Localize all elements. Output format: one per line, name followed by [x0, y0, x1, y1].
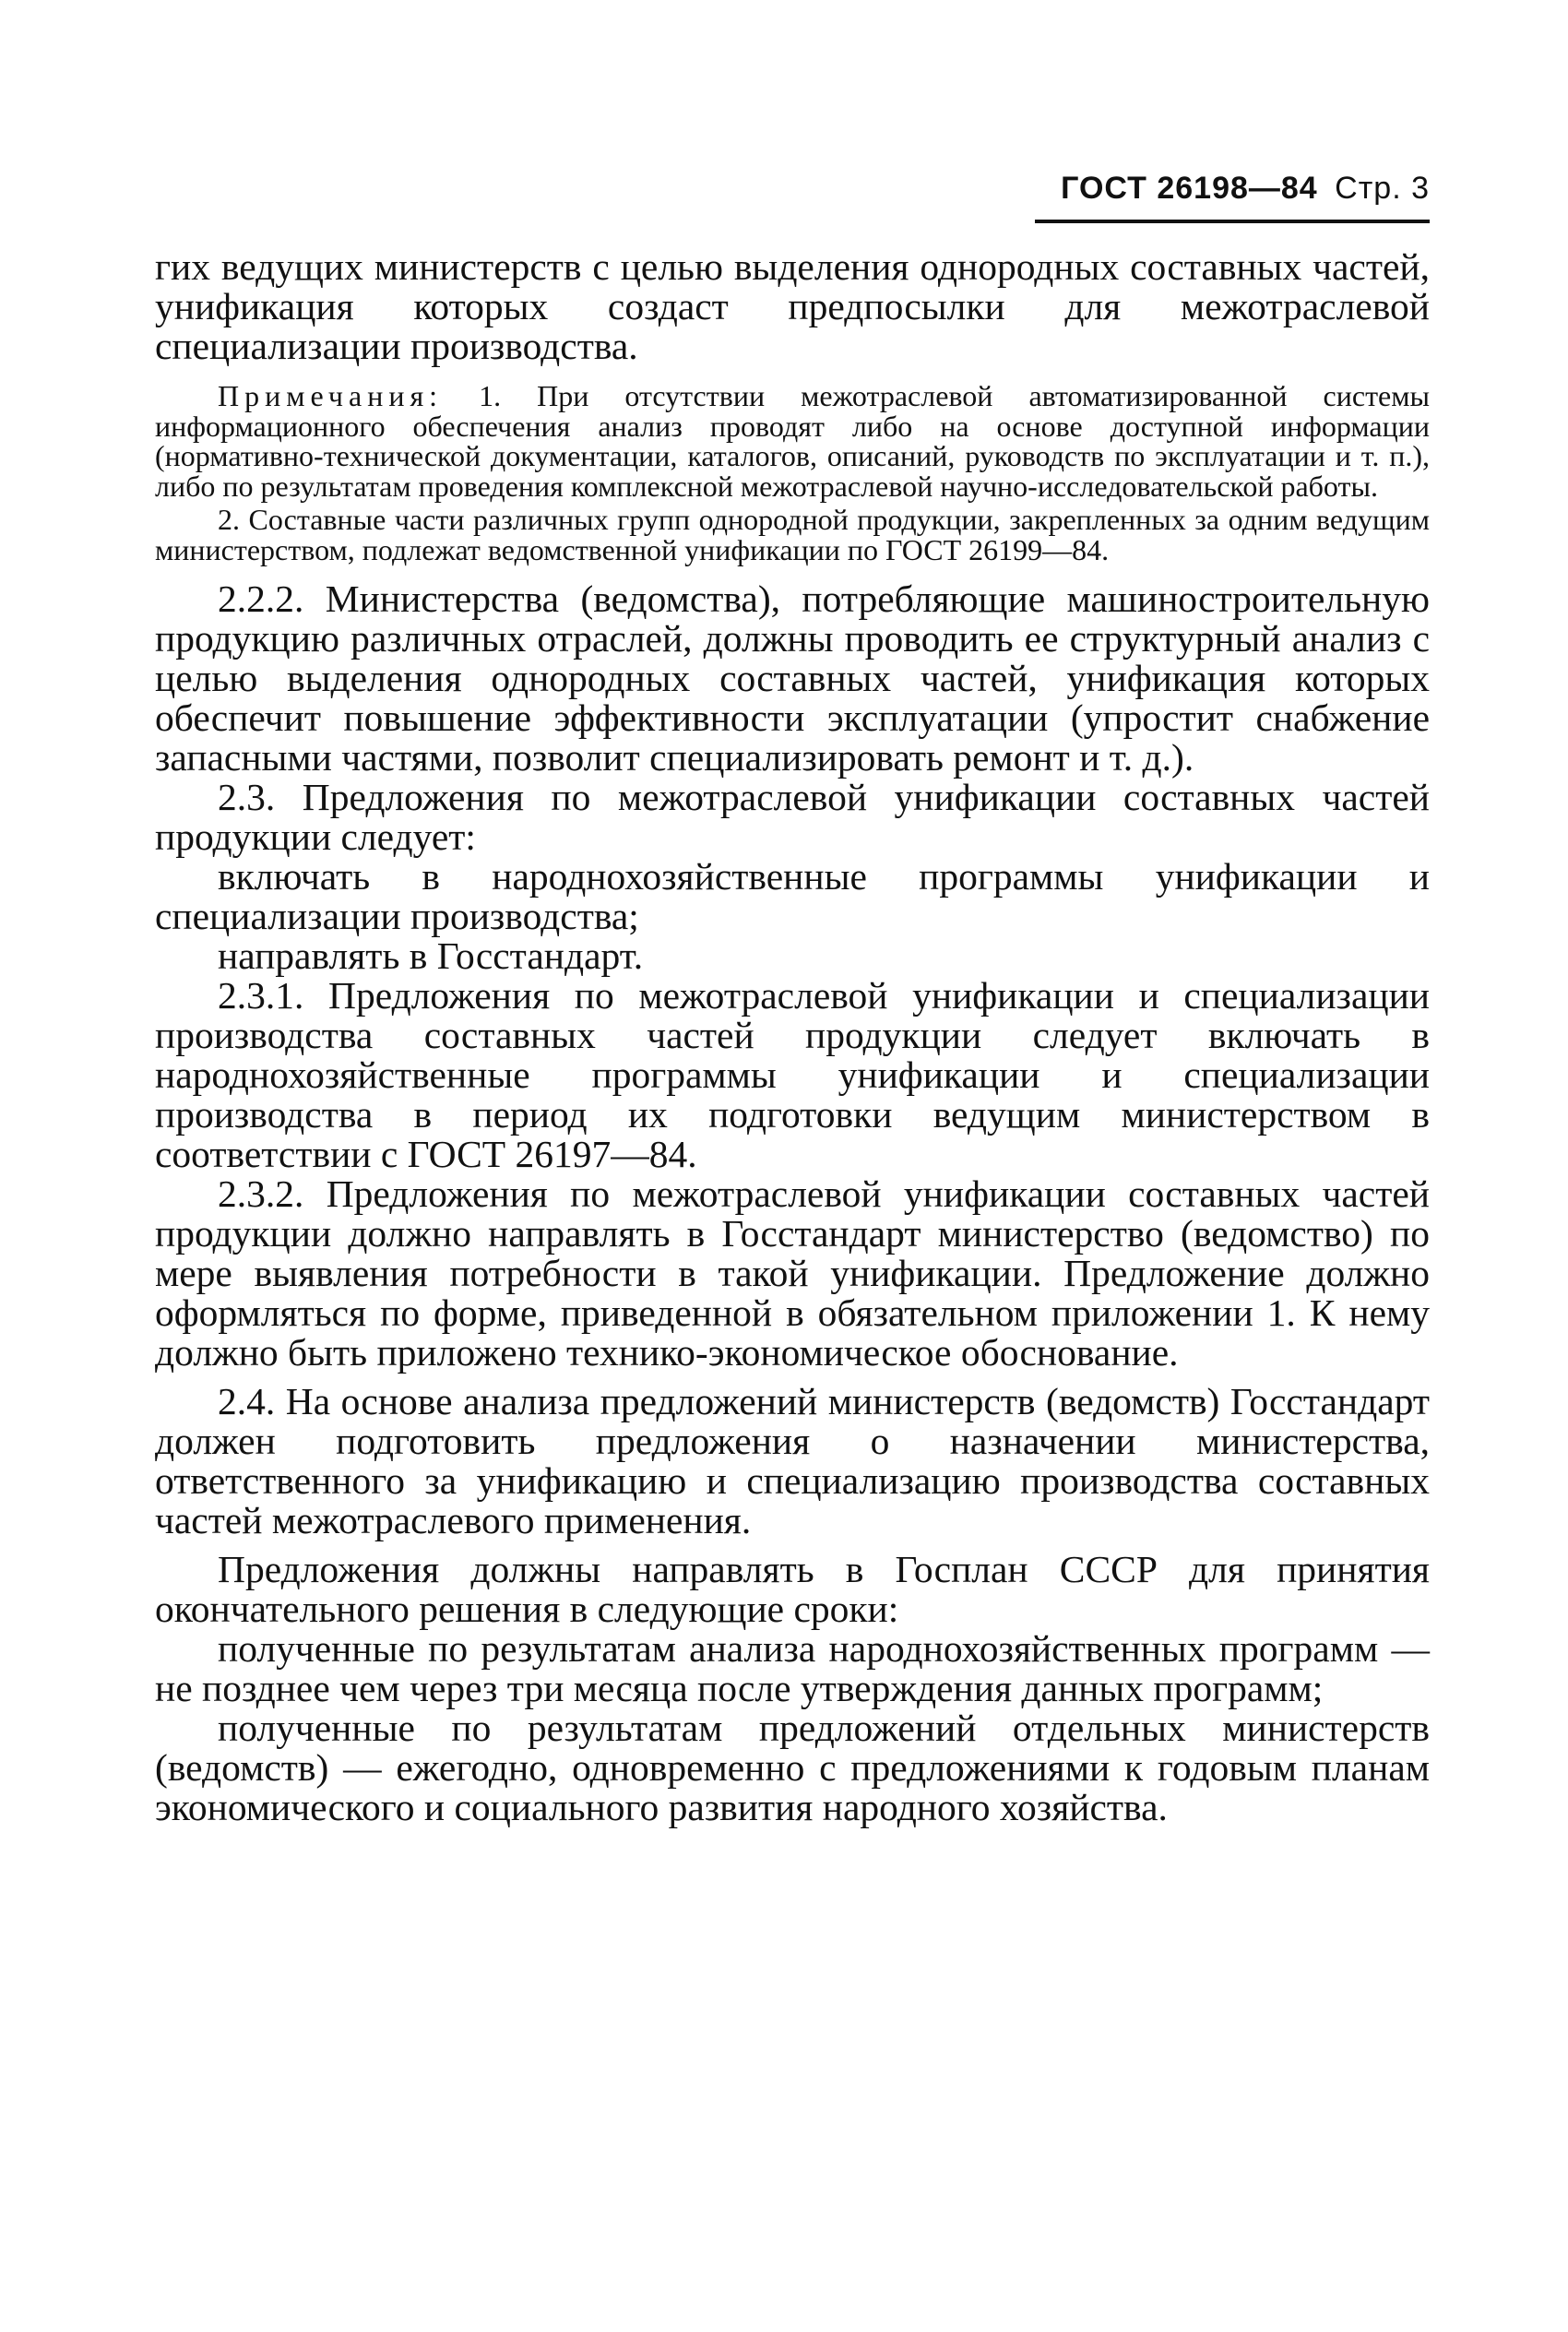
clause-2-3-item-send: направлять в Госстандарт. [218, 934, 644, 977]
document-body [155, 247, 1430, 1827]
clause-2-3-item-include: включать в народнохозяйственные программы унификации и специализации производства; [155, 855, 1430, 937]
notes-block [155, 381, 1430, 565]
clause-2-4-proposals: Предложения должны направлять в Госплан СССР для принятия окончательного решения в следующие сроки: [155, 1548, 1430, 1630]
note-1-text: 1. При отсутствии межотраслевой автоматизированной системы информационного обеспечения анализ проводят либо на основе доступной информации (нормативно-технической документации, каталогов, описаний, руководств по эксплуатации и т. п.), либо по результатам проведения комплексной межотраслевой научно-исследовательской работы. [155, 379, 1431, 503]
clause-2-4: 2.4. На основе анализа предложений министерств (ведомств) Госстандарт должен подготовить предложения о назначении министерства, ответственного за унификацию и специализацию производства составных частей межотраслевого применения. [155, 1380, 1430, 1541]
notes-title: Примечания: [218, 379, 444, 412]
clause-2-3: 2.3. Предложения по межотраслевой унификации составных частей продукции следует: [155, 776, 1430, 858]
clause-2-4-item-programs: полученные по результатам анализа народнохозяйственных программ — не позднее чем через три месяца после утверждения данных программ; [155, 1627, 1430, 1709]
clause-2-2-2: 2.2.2. Министерства (ведомства), потребляющие машиностроительную продукцию различных отраслей, должны проводить ее структурный анализ с целью выделения однородных составных частей, унификация которых обеспечит повышение эффективности эксплуатации (упростит снабжение запасными частями, позволит специализировать ремонт и т. д.). [155, 577, 1430, 779]
clause-2-3-1: 2.3.1. Предложения по межотраслевой унификации и специализации производства составных частей продукции следует включать в народнохозяйственные программы унификации и специализации производства в период их подготовки ведущим министерством в соответствии с ГОСТ 26197—84. [155, 974, 1430, 1175]
paragraph-continuation: гих ведущих министерств с целью выделения однородных составных частей, унификация которых создаст предпосылки для межотраслевой специализации производства. [155, 245, 1430, 367]
page-header [1035, 171, 1430, 207]
note-2: 2. Составные части различных групп однородной продукции, закрепленных за одним ведущим министерством, подлежат ведомственной унификации по ГОСТ 26199—84. [155, 503, 1430, 566]
standard-number: ГОСТ 26198—84 [1061, 171, 1318, 206]
page-number: Стр. 3 [1335, 171, 1430, 206]
header-rule [1035, 220, 1430, 223]
clause-2-4-item-ministries: полученные по результатам предложений отдельных министерств (ведомств) — ежегодно, одновременно с предложениями к годовым планам экономического и социального развития народного хозяйства. [155, 1707, 1430, 1828]
clause-2-3-2: 2.3.2. Предложения по межотраслевой унификации составных частей продукции должно направлять в Госстандарт министерство (ведомство) по мере выявления потребности в такой унификации. Предложение должно оформляться по форме, приведенной в обязательном приложении 1. К нему должно быть приложено технико-экономическое обоснование. [155, 1172, 1430, 1374]
note-1 [155, 381, 1430, 501]
